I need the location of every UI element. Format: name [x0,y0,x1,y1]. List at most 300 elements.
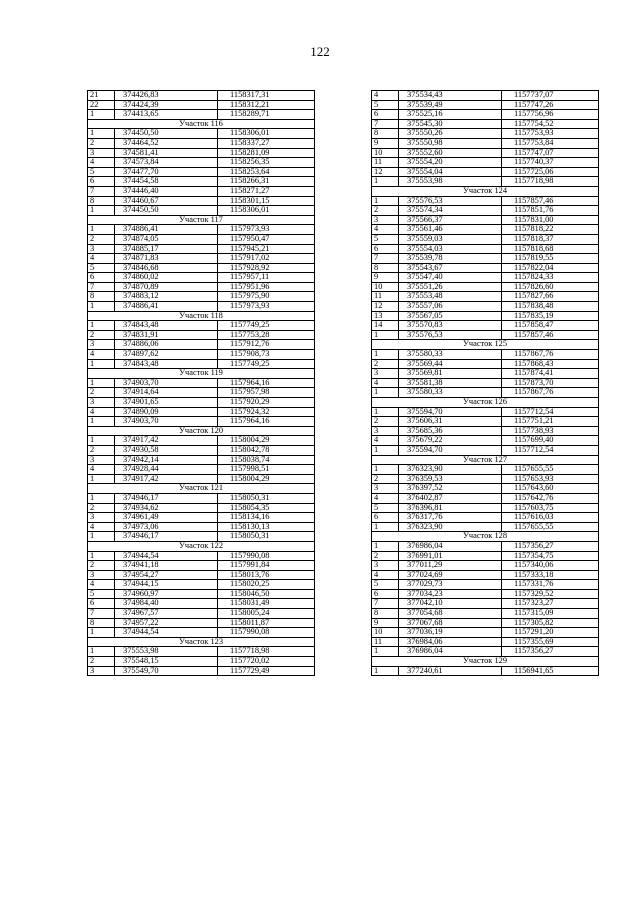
x-coordinate: 374944,54 [115,628,218,638]
coordinate-row [88,234,315,244]
y-coordinate: 1157857,46 [502,330,599,340]
section-title: Участок 123 [88,637,315,647]
point-number: 5 [372,580,399,590]
coordinate-row [372,225,599,235]
x-coordinate: 374871,83 [115,254,218,264]
coordinate-row [372,580,599,590]
point-number: 1 [372,407,399,417]
coordinate-row [372,177,599,187]
y-coordinate: 1157951,96 [218,282,315,292]
y-coordinate: 1157819,55 [502,254,599,264]
y-coordinate: 1157323,27 [502,599,599,609]
coordinate-row [88,292,315,302]
x-coordinate: 375545,30 [399,119,502,129]
point-number: 1 [372,445,399,455]
coordinate-row [88,465,315,475]
x-coordinate: 374886,41 [115,302,218,312]
section-header-row [88,369,315,379]
y-coordinate: 1158031,49 [218,599,315,609]
point-number: 4 [88,254,115,264]
section-header-row [88,484,315,494]
coordinate-row [88,273,315,283]
point-number: 1 [372,350,399,360]
x-coordinate: 377240,61 [399,666,502,676]
point-number: 8 [372,609,399,619]
y-coordinate: 1157818,37 [502,234,599,244]
right-coordinates-table [371,90,599,676]
coordinate-row [88,455,315,465]
y-coordinate: 1157874,41 [502,369,599,379]
x-coordinate: 374890,09 [115,407,218,417]
y-coordinate: 1157699,40 [502,436,599,446]
x-coordinate: 374942,14 [115,455,218,465]
section-header-row [88,637,315,647]
point-number: 11 [372,637,399,647]
y-coordinate: 1157912,76 [218,340,315,350]
point-number: 4 [372,91,399,101]
x-coordinate: 374573,84 [115,158,218,168]
point-number: 1 [88,225,115,235]
coordinate-row [88,522,315,532]
y-coordinate: 1157957,98 [218,388,315,398]
x-coordinate: 374946,17 [115,532,218,542]
point-number: 11 [372,158,399,168]
y-coordinate: 1157747,07 [502,148,599,158]
point-number: 4 [88,580,115,590]
coordinate-row [372,100,599,110]
coordinate-row [88,570,315,580]
y-coordinate: 1157857,46 [502,196,599,206]
x-coordinate: 375539,78 [399,254,502,264]
x-coordinate: 374946,17 [115,493,218,503]
x-coordinate: 376984,06 [399,637,502,647]
x-coordinate: 375561,46 [399,225,502,235]
point-number: 1 [372,647,399,657]
y-coordinate: 1158337,27 [218,138,315,148]
y-coordinate: 1158271,27 [218,186,315,196]
x-coordinate: 375594,70 [399,407,502,417]
y-coordinate: 1157642,76 [502,493,599,503]
y-coordinate: 1157712,54 [502,445,599,455]
x-coordinate: 375539,49 [399,100,502,110]
coordinate-row [372,465,599,475]
y-coordinate: 1157957,11 [218,273,315,283]
x-coordinate: 375581,38 [399,378,502,388]
point-number: 5 [88,263,115,273]
x-coordinate: 375576,53 [399,330,502,340]
coordinate-row [372,666,599,676]
coordinate-row [88,225,315,235]
coordinate-row [88,100,315,110]
point-number: 1 [372,465,399,475]
coordinate-row [372,493,599,503]
y-coordinate: 1157998,51 [218,465,315,475]
point-number: 4 [88,350,115,360]
point-number: 1 [88,551,115,561]
point-number: 1 [88,417,115,427]
coordinate-row [88,666,315,676]
x-coordinate: 374843,48 [115,359,218,369]
point-number: 22 [88,100,115,110]
coordinate-row [372,119,599,129]
x-coordinate: 374984,40 [115,599,218,609]
y-coordinate: 1158011,87 [218,618,315,628]
y-coordinate: 1157818,22 [502,225,599,235]
y-coordinate: 1157818,68 [502,244,599,254]
point-number: 7 [372,119,399,129]
x-coordinate: 374944,15 [115,580,218,590]
y-coordinate: 1158266,31 [218,177,315,187]
x-coordinate: 377011,29 [399,561,502,571]
y-coordinate: 1158130,13 [218,522,315,532]
y-coordinate: 1157737,07 [502,91,599,101]
y-coordinate: 1157973,93 [218,225,315,235]
x-coordinate: 374460,67 [115,196,218,206]
point-number: 3 [372,215,399,225]
x-coordinate: 375576,53 [399,196,502,206]
x-coordinate: 376986,04 [399,647,502,657]
coordinate-row [372,91,599,101]
coordinate-row [372,513,599,523]
point-number: 11 [372,292,399,302]
point-number: 10 [372,282,399,292]
y-coordinate: 1157356,27 [502,541,599,551]
coordinate-row [372,522,599,532]
x-coordinate: 376323,90 [399,522,502,532]
x-coordinate: 374928,44 [115,465,218,475]
coordinate-row [88,177,315,187]
x-coordinate: 376359,53 [399,474,502,484]
y-coordinate: 1157340,06 [502,561,599,571]
point-number: 3 [88,455,115,465]
y-coordinate: 1157973,93 [218,302,315,312]
section-header-row [88,311,315,321]
x-coordinate: 375554,03 [399,244,502,254]
x-coordinate: 375554,04 [399,167,502,177]
y-coordinate: 1157655,55 [502,465,599,475]
x-coordinate: 374870,89 [115,282,218,292]
point-number: 1 [372,330,399,340]
point-number: 4 [372,225,399,235]
coordinate-row [372,302,599,312]
section-header-row [88,215,315,225]
y-coordinate: 1157920,29 [218,398,315,408]
y-coordinate: 1158256,35 [218,158,315,168]
coordinate-row [88,580,315,590]
section-title: Участок 120 [88,426,315,436]
coordinate-row [372,129,599,139]
point-number: 3 [372,369,399,379]
y-coordinate: 1157329,52 [502,589,599,599]
x-coordinate: 374973,06 [115,522,218,532]
y-coordinate: 1157868,43 [502,359,599,369]
x-coordinate: 374886,41 [115,225,218,235]
point-number: 3 [372,484,399,494]
section-header-row [88,426,315,436]
x-coordinate: 374886,06 [115,340,218,350]
coordinate-row [372,561,599,571]
x-coordinate: 377054,68 [399,609,502,619]
x-coordinate: 375580,33 [399,388,502,398]
point-number: 8 [88,196,115,206]
section-title: Участок 128 [372,532,599,542]
coordinate-row [372,282,599,292]
coordinate-row [372,570,599,580]
x-coordinate: 376986,04 [399,541,502,551]
point-number: 6 [372,110,399,120]
x-coordinate: 375548,15 [115,657,218,667]
y-coordinate: 1157655,55 [502,522,599,532]
y-coordinate: 1157725,06 [502,167,599,177]
y-coordinate: 1158004,29 [218,474,315,484]
coordinate-row [372,215,599,225]
coordinate-row [88,138,315,148]
x-coordinate: 376323,90 [399,465,502,475]
x-coordinate: 374901,65 [115,398,218,408]
point-number: 8 [372,129,399,139]
coordinate-row [372,426,599,436]
x-coordinate: 374831,91 [115,330,218,340]
point-number: 2 [372,474,399,484]
x-coordinate: 374954,27 [115,570,218,580]
y-coordinate: 1158054,35 [218,503,315,513]
x-coordinate: 374846,68 [115,263,218,273]
y-coordinate: 1157822,04 [502,263,599,273]
x-coordinate: 375550,98 [399,138,502,148]
x-coordinate: 374917,42 [115,474,218,484]
x-coordinate: 374944,54 [115,551,218,561]
y-coordinate: 1157729,49 [218,666,315,676]
coordinate-row [88,474,315,484]
coordinate-row [88,330,315,340]
coordinate-row [372,254,599,264]
section-header-row [372,657,599,667]
point-number: 4 [88,522,115,532]
coordinate-row [88,398,315,408]
x-coordinate: 375580,33 [399,350,502,360]
y-coordinate: 1157945,21 [218,244,315,254]
point-number: 7 [372,599,399,609]
y-coordinate: 1157751,21 [502,417,599,427]
point-number: 8 [88,618,115,628]
x-coordinate: 375559,03 [399,234,502,244]
point-number: 13 [372,311,399,321]
x-coordinate: 375550,26 [399,129,502,139]
y-coordinate: 1157720,02 [218,657,315,667]
point-number: 1 [372,196,399,206]
section-header-row [372,455,599,465]
coordinate-row [372,503,599,513]
coordinate-row [88,657,315,667]
coordinate-row [372,350,599,360]
coordinate-row [88,647,315,657]
y-coordinate: 1157964,16 [218,417,315,427]
coordinate-row [88,445,315,455]
x-coordinate: 374477,70 [115,167,218,177]
y-coordinate: 1158306,01 [218,206,315,216]
point-number: 8 [372,263,399,273]
x-coordinate: 376317,76 [399,513,502,523]
x-coordinate: 374957,22 [115,618,218,628]
coordinate-row [372,589,599,599]
coordinate-row [88,321,315,331]
coordinate-row [88,628,315,638]
coordinate-row [372,263,599,273]
point-number: 7 [88,282,115,292]
y-coordinate: 1158004,29 [218,436,315,446]
point-number: 5 [372,503,399,513]
y-coordinate: 1157827,66 [502,292,599,302]
x-coordinate: 375574,34 [399,206,502,216]
x-coordinate: 374843,48 [115,321,218,331]
y-coordinate: 1158005,24 [218,609,315,619]
x-coordinate: 376991,01 [399,551,502,561]
x-coordinate: 375551,26 [399,282,502,292]
y-coordinate: 1158013,76 [218,570,315,580]
coordinate-row [88,561,315,571]
x-coordinate: 375553,48 [399,292,502,302]
x-coordinate: 374874,05 [115,234,218,244]
y-coordinate: 1157718,98 [502,177,599,187]
x-coordinate: 377029,73 [399,580,502,590]
point-number: 1 [372,388,399,398]
y-coordinate: 1157867,76 [502,350,599,360]
y-coordinate: 1158312,21 [218,100,315,110]
y-coordinate: 1158046,50 [218,589,315,599]
point-number: 9 [372,273,399,283]
x-coordinate: 374914,64 [115,388,218,398]
y-coordinate: 1157917,02 [218,254,315,264]
coordinate-row [372,110,599,120]
coordinate-row [88,618,315,628]
x-coordinate: 375594,70 [399,445,502,455]
coordinate-row [372,378,599,388]
coordinate-row [372,436,599,446]
point-number: 1 [88,628,115,638]
section-header-row [88,541,315,551]
y-coordinate: 1157831,00 [502,215,599,225]
point-number: 7 [372,254,399,264]
y-coordinate: 1157753,93 [502,129,599,139]
coordinate-row [88,407,315,417]
section-title: Участок 129 [372,657,599,667]
coordinate-row [372,599,599,609]
coordinate-row [372,244,599,254]
coordinate-row [88,91,315,101]
x-coordinate: 374446,40 [115,186,218,196]
x-coordinate: 374454,58 [115,177,218,187]
coordinate-row [88,302,315,312]
point-number: 1 [88,532,115,542]
coordinate-row [88,254,315,264]
point-number: 1 [88,436,115,446]
point-number: 6 [88,273,115,283]
y-coordinate: 1157975,90 [218,292,315,302]
section-title: Участок 124 [372,186,599,196]
x-coordinate: 376397,52 [399,484,502,494]
x-coordinate: 375557,06 [399,302,502,312]
point-number: 10 [372,148,399,158]
y-coordinate: 1157990,08 [218,628,315,638]
point-number: 2 [88,657,115,667]
section-header-row [372,340,599,350]
x-coordinate: 375553,98 [399,177,502,187]
coordinate-row [88,532,315,542]
coordinate-row [372,551,599,561]
coordinate-row [372,445,599,455]
coordinate-row [372,206,599,216]
point-number: 4 [88,407,115,417]
point-number: 6 [372,513,399,523]
left-table-body [88,91,315,676]
coordinate-row [372,628,599,638]
y-coordinate: 1158050,31 [218,493,315,503]
section-header-row [372,532,599,542]
coordinate-row [372,311,599,321]
coordinate-row [372,474,599,484]
point-number: 6 [372,589,399,599]
point-number: 3 [88,148,115,158]
coordinate-row [88,282,315,292]
y-coordinate: 1157747,26 [502,100,599,110]
x-coordinate: 374903,70 [115,378,218,388]
y-coordinate: 1157754,52 [502,119,599,129]
coordinate-row [88,350,315,360]
x-coordinate: 374883,12 [115,292,218,302]
x-coordinate: 377036,19 [399,628,502,638]
point-number: 1 [88,647,115,657]
y-coordinate: 1157305,82 [502,618,599,628]
coordinate-row [88,388,315,398]
point-number: 10 [372,628,399,638]
y-coordinate: 1158317,31 [218,91,315,101]
point-number: 3 [372,561,399,571]
coordinate-row [372,618,599,628]
x-coordinate: 374903,70 [115,417,218,427]
y-coordinate: 1157291,20 [502,628,599,638]
point-number: 1 [372,541,399,551]
section-title: Участок 116 [88,119,315,129]
coordinate-row [372,369,599,379]
point-number: 3 [88,570,115,580]
point-number: 2 [88,330,115,340]
coordinate-row [88,167,315,177]
coordinate-row [88,340,315,350]
coordinate-row [88,436,315,446]
point-number: 1 [88,206,115,216]
point-number: 4 [88,465,115,475]
point-number: 3 [88,340,115,350]
right-table-body [372,91,599,676]
y-coordinate: 1158253,64 [218,167,315,177]
section-title: Участок 122 [88,541,315,551]
y-coordinate: 1157990,08 [218,551,315,561]
x-coordinate: 375679,22 [399,436,502,446]
point-number: 1 [88,302,115,312]
y-coordinate: 1157858,47 [502,321,599,331]
x-coordinate: 376402,87 [399,493,502,503]
point-number: 1 [88,378,115,388]
coordinate-row [88,599,315,609]
y-coordinate: 1156941,65 [502,666,599,676]
coordinate-row [372,484,599,494]
x-coordinate: 375543,67 [399,263,502,273]
y-coordinate: 1157924,32 [218,407,315,417]
point-number: 2 [372,551,399,561]
point-number: 1 [372,522,399,532]
x-coordinate: 374961,49 [115,513,218,523]
coordinate-row [372,167,599,177]
